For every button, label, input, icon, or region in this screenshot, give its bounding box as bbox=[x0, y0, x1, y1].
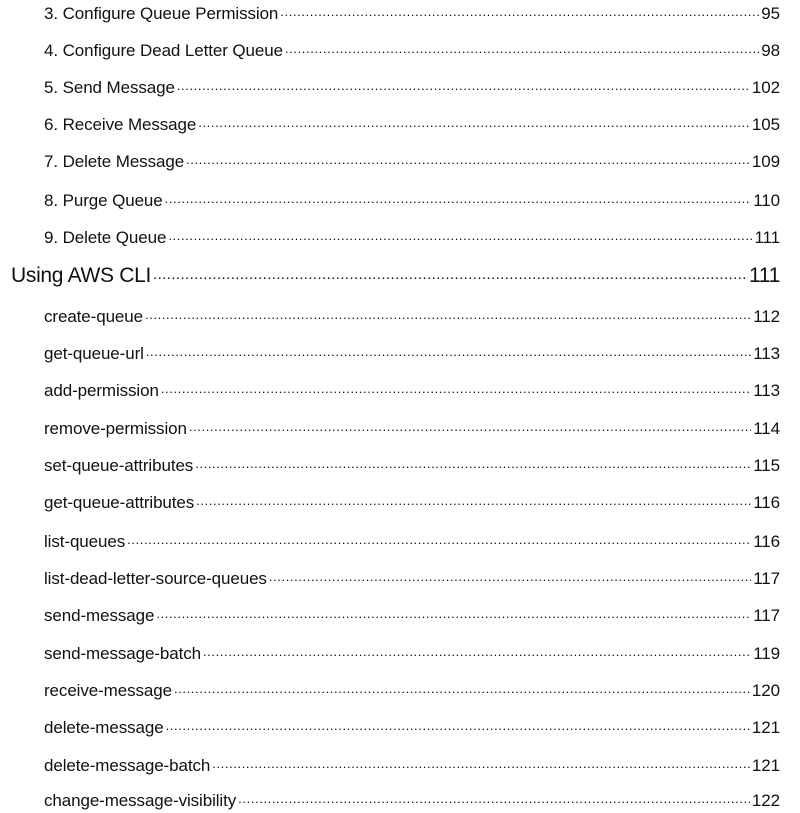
toc-entry-configure-dead-letter-queue[interactable] bbox=[0, 39, 800, 63]
toc-entry-receive-message[interactable] bbox=[0, 113, 800, 137]
toc-entry-title: list-queues bbox=[44, 532, 126, 551]
toc-entry-delete-message[interactable] bbox=[0, 150, 800, 174]
toc-entry-page: 121 bbox=[751, 718, 780, 737]
toc-entry-title: 4. Configure Dead Letter Queue bbox=[44, 41, 283, 60]
toc-entry-remove-permission[interactable] bbox=[0, 417, 800, 441]
dot-leader bbox=[174, 682, 750, 695]
toc-entry-page: 105 bbox=[751, 115, 780, 134]
toc-entry-configure-queue-permission[interactable] bbox=[0, 2, 800, 26]
toc-entry-page: 109 bbox=[751, 152, 780, 171]
toc-entry-delete-message-batch[interactable] bbox=[0, 754, 800, 778]
dot-leader bbox=[238, 792, 750, 805]
toc-entry-set-queue-attributes[interactable] bbox=[0, 454, 800, 478]
toc-entry-purge-queue[interactable] bbox=[0, 189, 800, 213]
toc-entry-delete-message-cli[interactable] bbox=[0, 716, 800, 740]
dot-leader bbox=[285, 42, 759, 55]
toc-entry-get-queue-url[interactable] bbox=[0, 342, 800, 366]
dot-leader bbox=[198, 116, 750, 129]
toc-entry-title: 5. Send Message bbox=[44, 78, 175, 97]
toc-entry-delete-queue[interactable] bbox=[0, 226, 800, 250]
dot-leader bbox=[269, 570, 751, 583]
toc-section-using-aws-cli[interactable] bbox=[0, 262, 800, 290]
toc-entry-title: create-queue bbox=[44, 307, 143, 326]
toc-entry-title: send-message-batch bbox=[44, 644, 201, 663]
toc-entry-page: 115 bbox=[753, 456, 780, 475]
dot-leader bbox=[212, 757, 750, 770]
toc-entry-page: 121 bbox=[751, 756, 780, 775]
toc-entry-title: get-queue-attributes bbox=[44, 493, 195, 512]
toc-entry-title: 3. Configure Queue Permission bbox=[44, 4, 279, 23]
toc-entry-send-message-batch[interactable] bbox=[0, 642, 800, 666]
toc-entry-page: 113 bbox=[753, 344, 780, 363]
toc-entry-title: set-queue-attributes bbox=[44, 456, 194, 475]
toc-entry-page: 110 bbox=[753, 191, 780, 210]
toc-entry-title: 6. Receive Message bbox=[44, 115, 197, 134]
dot-leader bbox=[127, 533, 751, 546]
toc-entry-page: 119 bbox=[753, 644, 780, 663]
dot-leader bbox=[156, 607, 751, 620]
toc-entry-title: 7. Delete Message bbox=[44, 152, 185, 171]
toc-entry-change-message-visibility[interactable] bbox=[0, 789, 800, 813]
dot-leader bbox=[153, 267, 747, 282]
toc-entry-title: remove-permission bbox=[44, 419, 187, 438]
dot-leader bbox=[280, 5, 759, 18]
dot-leader bbox=[166, 719, 750, 732]
dot-leader bbox=[186, 153, 750, 166]
toc-entry-page: 116 bbox=[753, 532, 780, 551]
dot-leader bbox=[146, 345, 751, 358]
toc-entry-title: get-queue-url bbox=[44, 344, 144, 363]
toc-entry-title: send-message bbox=[44, 606, 155, 625]
toc-entry-title: add-permission bbox=[44, 381, 159, 400]
toc-entry-page: 117 bbox=[753, 606, 780, 625]
toc-section-title: Using AWS CLI bbox=[11, 264, 152, 287]
dot-leader bbox=[177, 79, 750, 92]
toc-entry-list-queues[interactable] bbox=[0, 530, 800, 554]
dot-leader bbox=[161, 382, 751, 395]
dot-leader bbox=[165, 192, 752, 205]
toc-entry-page: 113 bbox=[753, 381, 780, 400]
toc-section-page: 111 bbox=[748, 264, 780, 287]
toc-entry-receive-message-cli[interactable] bbox=[0, 679, 800, 703]
dot-leader bbox=[196, 494, 751, 507]
toc-entry-title: delete-message bbox=[44, 718, 164, 737]
toc-entry-title: 8. Purge Queue bbox=[44, 191, 163, 210]
toc-entry-page: 98 bbox=[761, 41, 780, 60]
toc-entry-list-dead-letter-source-queues[interactable] bbox=[0, 567, 800, 591]
toc-entry-page: 102 bbox=[751, 78, 780, 97]
toc-entry-page: 120 bbox=[751, 681, 780, 700]
toc-entry-page: 116 bbox=[753, 493, 780, 512]
dot-leader bbox=[145, 308, 751, 321]
toc-entry-page: 117 bbox=[753, 569, 780, 588]
toc-entry-title: change-message-visibility bbox=[44, 791, 237, 810]
toc-entry-title: delete-message-batch bbox=[44, 756, 211, 775]
dot-leader bbox=[195, 457, 751, 470]
toc-entry-title: receive-message bbox=[44, 681, 172, 700]
toc-entry-title: list-dead-letter-source-queues bbox=[44, 569, 267, 588]
dot-leader bbox=[189, 420, 751, 433]
toc-entry-page: 122 bbox=[751, 791, 780, 810]
toc-entry-add-permission[interactable] bbox=[0, 379, 800, 403]
toc-entry-send-message[interactable] bbox=[0, 76, 800, 100]
toc-entry-page: 114 bbox=[753, 419, 780, 438]
dot-leader bbox=[203, 645, 751, 658]
toc-entry-title: 9. Delete Queue bbox=[44, 228, 167, 247]
dot-leader bbox=[168, 229, 752, 242]
toc-entry-get-queue-attributes[interactable] bbox=[0, 491, 800, 515]
toc-entry-send-message-cli[interactable] bbox=[0, 604, 800, 628]
toc-entry-page: 111 bbox=[754, 228, 780, 247]
toc-entry-page: 112 bbox=[753, 307, 780, 326]
toc-entry-create-queue[interactable] bbox=[0, 305, 800, 329]
toc-entry-page: 95 bbox=[761, 4, 780, 23]
